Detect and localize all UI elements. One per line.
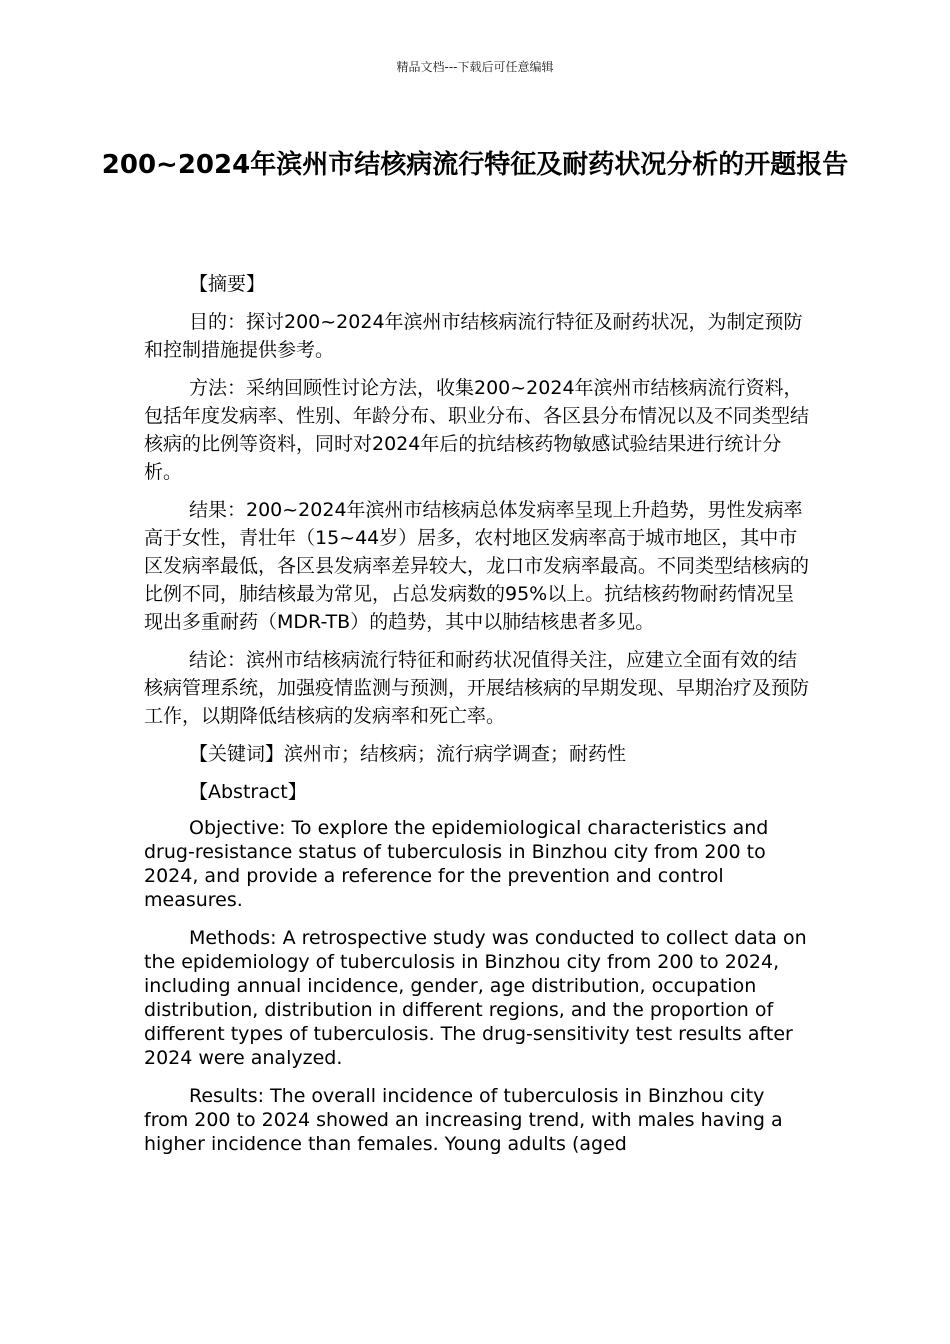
document-title: 200~2024年滨州市结核病流行特征及耐药状况分析的开题报告 [101,150,849,180]
abstract-en-results: Results: The overall incidence of tuberculosis in Binzhou city from 200 to 2024 showed an increasing trend, with males having a higher incidence than females. Young adults (aged [144,1085,783,1155]
keywords: 【关键词】滨州市；结核病；流行病学调查；耐药性 [189,743,627,765]
abstract-cn-results: 结果：200~2024年滨州市结核病总体发病率呈现上升趋势，男性发病率高于女性，青壮年（15~44岁）居多，农村地区发病率高于城市地区，其中市区发病率最低，各区县发病率差异较大，龙口市发病率最高。不同类型结核病的比例不同，肺结核最为常见，占总发病数的95%以上。抗结核药物耐药情况呈现出多重耐药（MDR-TB）的趋势，其中以肺结核患者多见。 [144,499,810,633]
abstract-cn-methods: 方法：采纳回顾性讨论方法，收集200~2024年滨州市结核病流行资料，包括年度发病率、性别、年龄分布、职业分布、各区县分布情况以及不同类型结核病的比例等资料，同时对2024年后的抗结核药物敏感试验结果进行统计分析。 [144,377,810,483]
abstract-cn-objective: 目的：探讨200~2024年滨州市结核病流行特征及耐药状况，为制定预防和控制措施提供参考。 [144,311,803,361]
abstract-en-heading: 【Abstract】 [189,781,307,803]
document-body [144,270,810,1170]
header-note: 精品文档---下载后可任意编辑 [396,60,554,74]
abstract-en-objective: Objective: To explore the epidemiological characteristics and drug-resistance status of tuberculosis in Binzhou city from 200 to 2024, and provide a reference for the prevention and control measures. [144,817,769,911]
abstract-cn-conclusion: 结论：滨州市结核病流行特征和耐药状况值得关注，应建立全面有效的结核病管理系统，加强疫情监测与预测，开展结核病的早期发现、早期治疗及预防工作，以期降低结核病的发病率和死亡率。 [144,649,810,727]
abstract-cn-heading: 【摘要】 [189,273,266,295]
abstract-en-methods: Methods: A retrospective study was conducted to collect data on the epidemiology of tuberculosis in Binzhou city from 200 to 2024, including annual incidence, gender, age distribution, occupation distribution, distribution in different regions, and the proportion of different types of tuberculosis. The drug-sensitivity test results after 2024 were analyzed. [144,927,807,1069]
